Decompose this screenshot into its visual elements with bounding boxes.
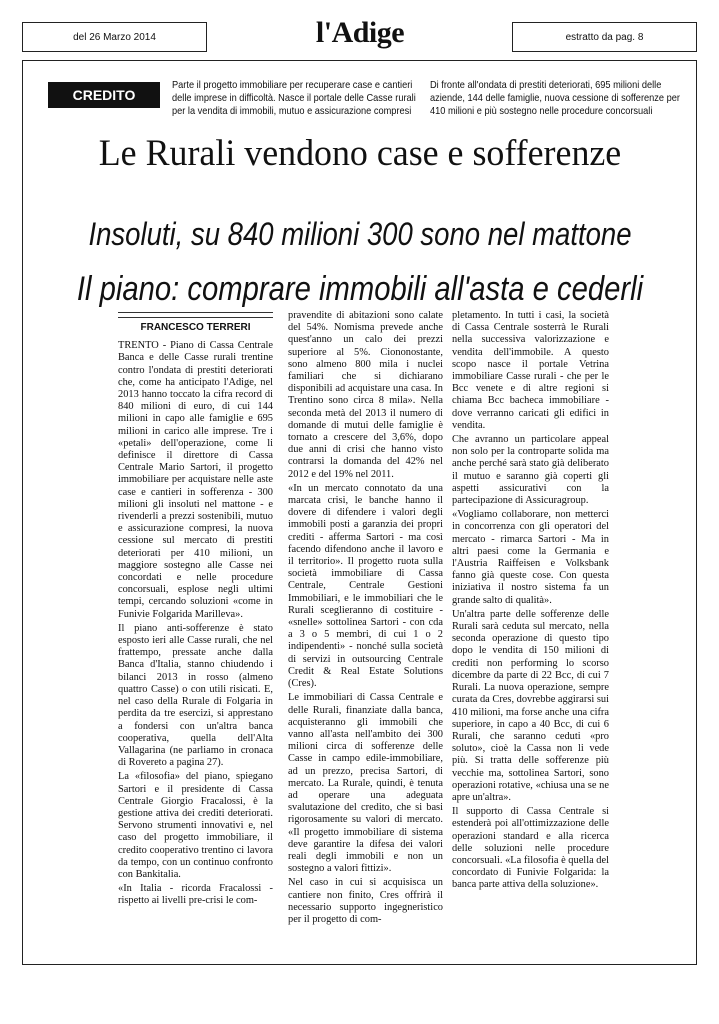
deck-line-1: Insoluti, su 840 milioni 300 sono nel mattone	[88, 216, 632, 252]
paragraph: Le immobiliari di Cassa Centrale e delle Rurali, finanziate dalla banca, acquisteranno gli immobili che vanno all'asta nell'ambito dei 300 milioni circa di sofferenze delle Casse in campo edile-immobiliare, ad un prezzo, precisa Sartori, di mercato. La Rurale, quindi, è tenuta ad operare una adeguata svalutazione del credito, che si basi rigorosamente su valori di mercato. «Il progetto immobiliare di sistema deve garantire la difesa dei valori reali degli immobili e non un sostegno a valori fittizi».	[288, 692, 443, 875]
column-2	[288, 310, 443, 928]
byline: FRANCESCO TERRERI	[140, 322, 251, 333]
paragraph: TRENTO - Piano di Cassa Centrale Banca e delle Casse rurali trentine contro l'ondata di prestiti deteriorati che, come ha anticipato l'Adige, nel 2013 hanno toccato la cifra record di 840 milioni di euro, di cui 144 milioni in capo alle famiglie e 695 milioni in carico alle imprese. Tre i «petali» dell'operazione, come li definisce il direttore di Cassa Centrale Mario Sartori, il progetto immobiliare per acquistare nelle aste case e cantieri in sofferenza - 300 milioni gli insoluti nel mattone - e rivenderli a prezzi sostenibili, mutuo e assicurazione compresi, la nuova cessione sul mercato di prestiti deteriorati per 410 milioni, un maggiore sostegno alle Casse nei concordati e nelle procedure concorsuali, esplose negli ultimi tempi, cercando soluzioni «come in Funivie Folgarida Marilleva».	[118, 340, 273, 620]
summary-left: Parte il progetto immobiliare per recuperare case e cantieri delle imprese in difficoltà. Nasce il portale delle Casse rurali per la vendita di immobili, mutuo e assicurazione compresi	[172, 79, 416, 117]
masthead-logo: l'Adige	[315, 16, 405, 49]
paragraph: Il supporto di Cassa Centrale si estenderà poi all'ottimizzazione delle operazioni standard e alla ricerca delle soluzioni nelle procedure concorsuali. «La filosofia è quella del concordato di Funivie Folgarida: la banca parte attiva della soluzione».	[452, 806, 609, 891]
column-1	[118, 310, 273, 910]
extract-box	[512, 22, 697, 52]
paragraph: Che avranno un particolare appeal non solo per la controparte solida ma anche perché sarà stato già deliberato il mutuo e saranno già coperti gli aspetti assicurativi con la partecipazione di Assicuragroup.	[452, 434, 609, 507]
paragraph: «Vogliamo collaborare, non metterci in concorrenza con gli operatori del mercato - rimarca Sartori - Ma in altri paesi come la Germania e l'Austria Raiffeisen e Volksbank fanno già queste cose. Con questa iniziativa il nostro sistema fa un grande salto di qualità».	[452, 509, 609, 606]
column-3	[452, 310, 609, 894]
date-box	[22, 22, 207, 52]
deck-line-2: Il piano: comprare immobili all'asta e cederli	[76, 270, 644, 308]
paragraph: Nel caso in cui si acquisisca un cantiere non finito, Cres offrirà il necessario supporto ingegneristico per il progetto di com-	[288, 877, 443, 925]
paragraph: pletamento. In tutti i casi, la società di Cassa Centrale sosterrà le Rurali nella successiva valorizzazione e vendita dell'immobile. A questo scopo nasce il portale Vetrina immobiliare Casse rurali - che per le Bcc venete e di altre regioni si chiama Bcc bacheca immobiliare - dove verranno caricati gli edifici in vendita.	[452, 310, 609, 431]
issue-date: del 26 Marzo 2014	[73, 31, 156, 43]
paragraph: «In un mercato connotato da una marcata crisi, le banche hanno il dovere di difendere i valori degli immobili posti a garanzia dei propri crediti - afferma Sartori - ma così facendo difendono anche il lavoro e il territorio». Il progetto ruota sulla società immobiliare di Cassa Centrale, Centrale Gestioni Immobiliari, e le immobiliari che le Rurali sceglieranno di costituire - «snelle» sottolinea Sartori - con cda a 3 o 5 membri, di cui 1 o 2 indipendenti» - nonché sulla società di servizi in outsourcing Centrale Credit & Real Estate Solutions (Cres).	[288, 482, 443, 690]
paragraph: Un'altra parte delle sofferenze delle Rurali sarà ceduta sul mercato, nella seconda operazione di questo tipo dopo le vendita di 150 milioni di crediti non performing lo scorso dicembre da parte di 22 Bcc, di cui 7 Rurali. La nuova operazione, sempre curata da Cres, dovrebbe aggirarsi sui 410 milioni, ma forse anche una cifra superiore, in capo a 40 Bcc, di cui 6 Rurali, che saranno ceduti «pro soluto», cioè la Cassa non li vede più. Si tratta delle sofferenze più vecchie ma, sottolinea Sartori, sono operazioni rotative, «chiusa una se ne apre un'altra».	[452, 608, 609, 803]
paragraph: La «filosofia» del piano, spiegano Sartori e il presidente di Cassa Centrale Giorgio Fracalossi, è la gestione attiva dei crediti deteriorati. Servono strumenti innovativi e, nel caso del progetto immobiliare, il credito cooperativo trentino ci lavora da tempo, con un continuo confronto con Bankitalia.	[118, 771, 273, 880]
headline: Le Rurali vendono case e sofferenze	[98, 133, 622, 174]
section-tag: CREDITO	[48, 82, 160, 108]
paragraph: pravendite di abitazioni sono calate del 54%. Nomisma prevede anche quest'anno un calo dei prezzi superiore al 5%. Ciononostante, sono almeno 800 mila i nuclei familiari che si dichiarano disponibili ad acquistare una casa. In Trentino sono circa 8 mila». Nella seconda metà del 2013 il numero di domande di mutui delle famiglie è tornato a crescere del 3,6%, dopo due anni di crisi che hanno visto contrarsi la domanda del 42% nel 2012 e del 19% nel 2011.	[288, 310, 443, 480]
byline-rule	[118, 312, 273, 318]
summary-right: Di fronte all'ondata di prestiti deteriorati, 695 milioni delle aziende, 144 delle famiglie, nuova cessione di sofferenze per 410 milioni e più sostegno nelle procedure concorsuali	[430, 79, 680, 117]
paragraph: «In Italia - ricorda Fracalossi - rispetto ai livelli pre-crisi le com-	[118, 883, 273, 907]
extract-page: estratto da pag. 8	[565, 31, 644, 43]
paragraph: Il piano anti-sofferenze è stato esposto ieri alle Casse rurali, che nel frattempo, pressate anche dalla Banca d'Italia, stanno chiudendo i bilanci 2013 in rosso (almeno quattro Casse) o con utili risicati. E, nel caso della Rurale di Folgaria in perdita da tre esercizi, si apprestano a fondersi con un'altra banca cooperativa, quella dell'Alta Vallagarina (ne parliamo in cronaca di Rovereto a pagina 27).	[118, 622, 273, 769]
